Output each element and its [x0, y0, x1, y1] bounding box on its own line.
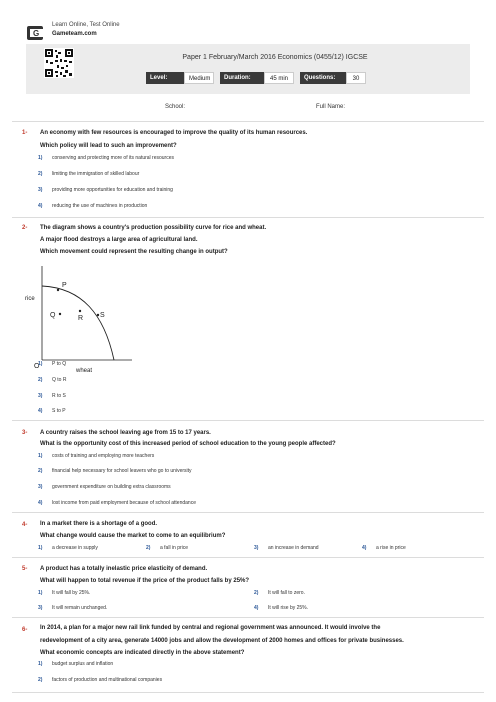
option-number: 2) — [38, 468, 43, 474]
question-number: 2- — [22, 225, 28, 231]
question-text: Which movement could represent the resulting change in output? — [40, 249, 228, 255]
option-number: 2) — [254, 590, 259, 596]
option-text[interactable]: a rise in price — [376, 545, 406, 551]
point-r-marker — [79, 310, 81, 312]
questions-value: 30 — [346, 72, 366, 84]
point-s-marker — [97, 314, 99, 316]
option-number: 1) — [38, 545, 43, 551]
question-divider — [12, 512, 484, 513]
question-number: 1- — [22, 130, 28, 136]
point-p-label: P — [62, 282, 67, 289]
school-field-label: School: — [165, 104, 186, 110]
question-text: A country raises the school leaving age from 15 to 17 years. — [40, 430, 211, 436]
question-text: What will happen to total revenue if the price of the product falls by 25%? — [40, 578, 250, 584]
question-text: In 2014, a plan for a major new rail link funded by central and regional government was announced. It would involve the — [40, 625, 381, 631]
question-text: The diagram shows a country's production possibility curve for rice and wheat. — [40, 225, 267, 231]
question-divider — [12, 217, 484, 218]
option-number: 2) — [38, 171, 43, 177]
option-text[interactable]: It will remain unchanged. — [52, 605, 108, 611]
option-number: 1) — [38, 361, 43, 367]
ppc-curve — [42, 286, 114, 360]
option-text[interactable]: factors of production and multinational companies — [52, 677, 163, 683]
point-p-marker — [57, 289, 59, 291]
question-text: redevelopment of a city area, generate 14000 jobs and allow the development of 2000 homes and offices for private businesses. — [40, 638, 404, 644]
question-number: 4- — [22, 522, 28, 528]
question-text: Which policy will lead to such an improvement? — [40, 143, 177, 149]
level-value: Medium — [184, 72, 214, 84]
header-divider — [12, 121, 484, 122]
question-text: A major flood destroys a large area of agricultural land. — [40, 237, 198, 243]
brand-tagline: Learn Online, Test Online — [52, 22, 120, 28]
option-text[interactable]: Q to R — [52, 377, 67, 383]
option-text[interactable]: It will rise by 25%. — [268, 605, 309, 611]
option-number: 4) — [38, 408, 43, 414]
option-number: 3) — [38, 484, 43, 490]
option-number: 4) — [38, 500, 43, 506]
page-bottom-divider — [12, 692, 484, 693]
option-number: 1) — [38, 661, 43, 667]
question-text: An economy with few resources is encouraged to improve the quality of its human resources. — [40, 130, 308, 136]
option-text[interactable]: It will fall by 25%. — [52, 590, 91, 596]
header-band — [26, 44, 470, 94]
option-number: 4) — [254, 605, 259, 611]
questions-label: Questions: — [300, 72, 346, 84]
question-text: What economic concepts are indicated directly in the above statement? — [40, 650, 245, 656]
point-r-label: R — [78, 315, 84, 322]
question-divider — [12, 557, 484, 558]
option-text[interactable]: an increase in demand — [268, 545, 319, 551]
option-number: 1) — [38, 590, 43, 596]
option-number: 4) — [38, 203, 43, 209]
option-text[interactable]: It will fall to zero. — [268, 590, 305, 596]
brand-site[interactable]: Gameteam.com — [52, 31, 97, 37]
point-q-label: Q — [50, 312, 56, 319]
question-number: 3- — [22, 430, 28, 436]
duration-value: 45 min — [264, 72, 294, 84]
option-text[interactable]: R to S — [52, 393, 66, 399]
y-axis-label: rice — [25, 296, 35, 302]
option-number: 4) — [362, 545, 367, 551]
option-text[interactable]: a decrease in supply — [52, 545, 98, 551]
question-number: 5- — [22, 566, 28, 572]
question-divider — [12, 420, 484, 421]
paper-title: Paper 1 February/March 2016 Economics (0455/12) IGCSE — [182, 54, 368, 61]
option-text[interactable]: a fall in price — [160, 545, 189, 551]
option-text[interactable]: costs of training and employing more teachers — [52, 453, 155, 459]
duration-label: Duration: — [220, 72, 264, 84]
qr-code-icon — [44, 48, 74, 78]
x-axis-label: wheat — [76, 368, 93, 374]
point-q-marker — [59, 313, 61, 315]
question-text: In a market there is a shortage of a good. — [40, 521, 158, 527]
option-text[interactable]: government expenditure on building extra classrooms — [52, 484, 171, 490]
origin-label: O — [34, 363, 40, 370]
option-text[interactable]: providing more opportunities for education and training — [52, 187, 173, 193]
option-number: 3) — [254, 545, 259, 551]
question-text: What is the opportunity cost of this increased period of school education to the young people affected? — [40, 441, 336, 447]
option-number: 3) — [38, 187, 43, 193]
option-number: 1) — [38, 453, 43, 459]
question-text: A product has a totally inelastic price elasticity of demand. — [40, 566, 208, 572]
option-text[interactable]: lost income from paid employment because of school attendance — [52, 500, 196, 506]
option-number: 3) — [38, 393, 43, 399]
brand-logo-icon — [26, 23, 46, 43]
option-number: 1) — [38, 155, 43, 161]
ppc-diagram — [20, 260, 140, 375]
option-number: 2) — [146, 545, 151, 551]
question-number: 6- — [22, 627, 28, 633]
full-name-field-label: Full Name: — [316, 104, 346, 110]
svg-text:G: G — [33, 29, 40, 38]
question-text: What change would cause the market to come to an equilibrium? — [40, 533, 226, 539]
option-number: 2) — [38, 377, 43, 383]
option-text[interactable]: budget surplus and inflation — [52, 661, 114, 667]
question-divider — [12, 617, 484, 618]
point-s-label: S — [100, 312, 105, 319]
option-number: 2) — [38, 677, 43, 683]
level-label: Level: — [146, 72, 184, 84]
option-number: 3) — [38, 605, 43, 611]
option-text[interactable]: S to P — [52, 408, 66, 414]
option-text[interactable]: financial help necessary for school leavers who go to university — [52, 468, 192, 474]
option-text[interactable]: reducing the use of machines in production — [52, 203, 148, 209]
option-text[interactable]: P to Q — [52, 361, 67, 367]
option-text[interactable]: conserving and protecting more of its natural resources — [52, 155, 175, 161]
option-text[interactable]: limiting the immigration of skilled labour — [52, 171, 140, 177]
